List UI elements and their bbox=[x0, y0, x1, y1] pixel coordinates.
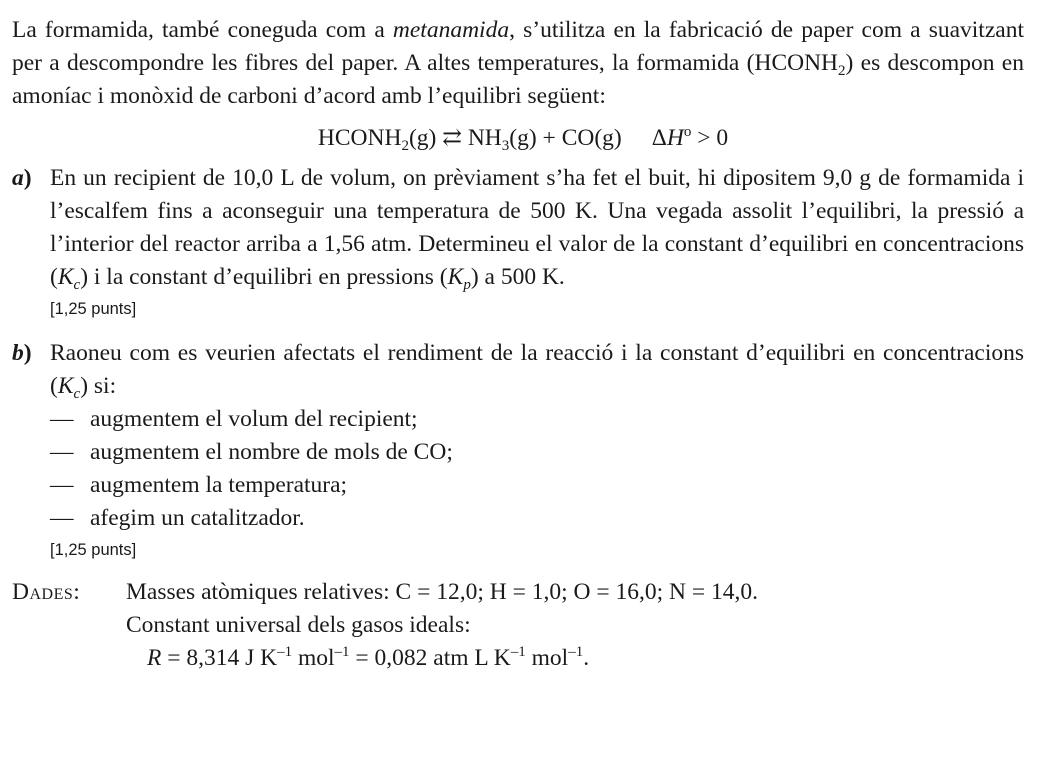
data-label: Dades: bbox=[12, 579, 81, 605]
list-item: — augmentem la temperatura; bbox=[50, 472, 348, 498]
question-b-score: [1,25 punts] bbox=[50, 541, 137, 559]
data-section bbox=[12, 576, 1024, 675]
chemical-equation: $HCONH_2(g)$ ⇄ $NH_3(g) + CO(g) \Delta H^o > 0$ bbox=[317, 124, 729, 154]
list-item: — augmentem el volum del recipient; bbox=[50, 406, 418, 432]
question-b-text: Raoneu com es veurien afectats el rendiment de la reacció i la constant d’equilibri en concentracions $(K_c)$ si: bbox=[50, 340, 1024, 402]
equilibrium-arrow: ⇄ bbox=[436, 125, 468, 151]
question-b-label: b) bbox=[12, 340, 32, 366]
gas-constant-formula: R = 8,314 J $K^{-1}$ mol$^{-1}$ = 0,082 atm L $K^{-1}$ mol$^{-1}$. bbox=[147, 644, 590, 671]
question-a-text: En un recipient de 10,0 L de volum, on prèviament s’ha fet el buit, hi dipositem 9,0 g de formamida i l’escalfem fins a aconseguir una temperatura de 500 K. Una vegada assolit l’equilibri, la pressió a l’interior del reactor arriba a 1,56 atm. Determineu el valor de la constant d’equilibri en concentracions $(K_c)$ i la constant d’equilibri en pressions $(K_p)$ a 500 K. bbox=[50, 165, 1024, 293]
data-body bbox=[12, 576, 1024, 675]
list-item: — afegim un catalitzador. bbox=[50, 505, 305, 531]
question-b bbox=[12, 337, 1024, 561]
gas-constant-label: Constant universal dels gasos ideals: bbox=[126, 612, 471, 638]
list-item: — augmentem el nombre de mols de CO; bbox=[50, 439, 453, 465]
question-a-label: a) bbox=[12, 165, 32, 191]
atomic-masses: Masses atòmiques relatives: C = 12,0; H = 1,0; O = 16,0; N = 14,0. bbox=[126, 579, 758, 605]
intro-paragraph: La formamida, també coneguda com a metanamida, s’utilitza en la fabricació de paper com a suavitzant per a descompondre les fibres del paper. A altes temperatures, la formamida $(HCONH_2)$ es descompon en amoníac i monòxid de carboni d’acord amb l’equilibri següent: bbox=[12, 17, 1024, 109]
question-a-score: [1,25 punts] bbox=[50, 300, 137, 318]
question-a bbox=[12, 162, 1024, 320]
italic-term: metanamida bbox=[392, 17, 510, 43]
condition-list bbox=[50, 403, 1024, 535]
exam-page bbox=[12, 14, 1024, 675]
